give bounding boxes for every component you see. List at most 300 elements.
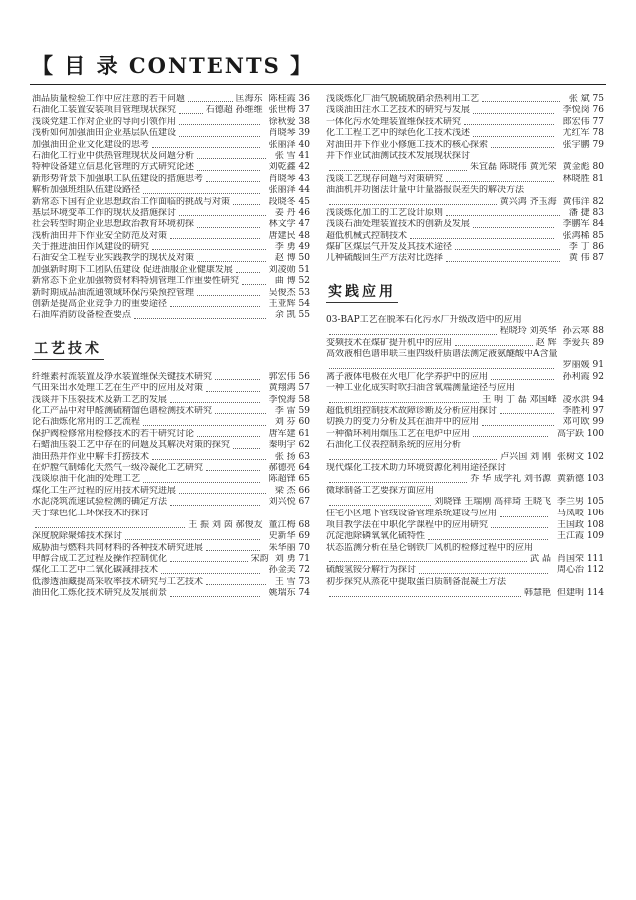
toc-leader — [188, 101, 233, 102]
toc-entry-author-page: 刘 勇 71 — [274, 554, 310, 565]
toc-entry-title: 石油化工仪表控制系统的应用分析 — [326, 440, 462, 451]
toc-entry — [326, 219, 604, 230]
toc-entry — [326, 509, 604, 520]
toc-entry-title: 状态监测分析在垦仑钢铁厂风机的检修过程中的应用 — [326, 542, 534, 553]
toc-leader — [329, 334, 497, 335]
toc-entry-title: 煤化工工艺中二氧化碳减排技术 — [32, 565, 159, 576]
toc-entry-authors: 朱宜磊 陈晓伟 黄光荣 — [469, 162, 557, 173]
toc-entry — [32, 429, 310, 440]
toc-leader — [170, 561, 248, 562]
toc-entry — [32, 474, 310, 485]
toc-entry-title: 新常态下企业加强物资材料特别管理工作重要性研究 — [32, 276, 240, 287]
toc-entry — [32, 265, 310, 276]
toc-entry-title: 保护阀检修常用检修技术的若干研究讨论 — [32, 428, 195, 439]
toc-entry — [32, 531, 310, 542]
toc-entry-title: 一种工业化成实时吹扫油含氧端测量途径与应用 — [326, 383, 516, 394]
toc-leader — [179, 113, 203, 114]
toc-leader — [170, 306, 260, 307]
toc-entry-author-page: 郎宏伟 77 — [562, 116, 604, 127]
toc-entry-author-page: 李兰男 105 — [556, 497, 604, 508]
toc-leader — [134, 318, 266, 319]
toc-entry-title: 油田化工炼化技术研究及发展前景 — [32, 588, 168, 599]
toc-entry — [326, 463, 604, 474]
toc-entry-title: 03-BAP工艺在脱苯石化污水厂升级改造中的应用 — [326, 314, 522, 325]
toc-entry-author-page: 郝德亮 64 — [268, 462, 310, 473]
toc-entry-author-page: 张 扬 63 — [274, 451, 310, 462]
toc-entry — [326, 338, 604, 349]
toc-entry-author-page: 马凤岐 106 — [556, 508, 604, 519]
toc-entry-author-page: 刘乾鑫 42 — [268, 162, 310, 173]
toc-entry-author-page: 吴俊杰 53 — [268, 287, 310, 298]
toc-entry-author-page: 李 勇 49 — [274, 242, 310, 253]
toc-entry-author-page: 唐军建 61 — [268, 428, 310, 439]
toc-entry-authors: 刘晓锋 王瑞刚 高祥琦 王晓飞 — [434, 497, 551, 508]
toc-entry — [326, 531, 604, 542]
toc-entry-author-page: 唐建民 48 — [268, 230, 310, 241]
toc-entry — [32, 253, 310, 264]
toc-entry-author-page: 董江梅 68 — [268, 519, 310, 530]
toc-entry-author-page: 潘 捷 83 — [568, 207, 604, 218]
toc-entry-title: 超低机组控制技术故障诊断及分析应用探讨 — [326, 405, 498, 416]
toc-leader — [473, 227, 554, 228]
toc-entry-author-page: 段晓冬 45 — [268, 196, 310, 207]
toc-leader — [446, 215, 560, 216]
toc-entry-author-page: 凌水洪 94 — [562, 394, 604, 405]
toc-entry-title: 社会转型时期企业思想政治教育环境初探 — [32, 219, 195, 230]
toc-entry-title: 特种设备建立信息化管理的方式研究论述 — [32, 162, 195, 173]
toc-leader — [215, 379, 260, 380]
toc-entry-author-page: 姚瑞东 74 — [268, 588, 310, 599]
toc-entry-author-page: 肖晓琴 43 — [268, 173, 310, 184]
toc-entry-title: 现代煤化工技术助力环境资源化利用途径探讨 — [326, 462, 507, 473]
toc-entry — [32, 174, 310, 185]
toc-leader — [329, 596, 521, 597]
toc-entry — [32, 577, 310, 588]
toc-entry-title: 在炉膛气制烯化天然气一级冷凝化工艺研究 — [32, 462, 204, 473]
toc-entry — [32, 543, 310, 554]
toc-entry-authors: 韩慧艳 — [523, 588, 551, 599]
toc-entry — [32, 197, 310, 208]
toc-leader — [329, 170, 467, 171]
toc-leader — [206, 550, 260, 551]
toc-entry — [32, 162, 310, 173]
toc-leader — [410, 238, 554, 239]
process-article-list — [32, 372, 310, 600]
toc-leader — [491, 379, 554, 380]
toc-entry-authors: 黄兴鸿 齐玉海 — [499, 196, 557, 207]
toc-entry-author-page: 林文学 47 — [268, 219, 310, 230]
toc-entry-title: 煤矿区煤层气开发及其技术途径 — [326, 242, 453, 253]
toc-entry-author-page: 李胜利 97 — [562, 405, 604, 416]
toc-entry — [32, 417, 310, 428]
toc-entry-authors: 王 振 刘 茵 郝俊友 — [188, 519, 263, 530]
toc-entry-author-page: 王国政 108 — [556, 519, 604, 530]
toc-leader — [329, 368, 554, 369]
toc-leader — [464, 124, 554, 125]
practice-article-list — [326, 315, 604, 600]
toc-entry-author-page: 刘凌勋 51 — [268, 264, 310, 275]
toc-entry-author-page: 但建明 114 — [556, 588, 604, 599]
toc-entry-authors: 卢兴国 刘 刚 — [500, 451, 551, 462]
toc-leader — [197, 261, 266, 262]
toc-entry-title: 石油安全工程专业实践教学的现状及对策 — [32, 253, 195, 264]
toc-entry-title: 离子液体电极在火电厂化学养护中的应用 — [326, 371, 489, 382]
toc-entry-title: 住宅小区地下管线设备管理系统建设与应用 — [326, 508, 498, 519]
toc-entry — [32, 242, 310, 253]
toc-entry — [32, 520, 310, 531]
toc-entry — [326, 440, 604, 451]
toc-entry — [32, 105, 310, 116]
toc-entry — [326, 486, 604, 497]
toc-entry — [32, 185, 310, 196]
toc-entry-author-page: 曲 博 52 — [274, 276, 310, 287]
toc-entry — [32, 140, 310, 151]
toc-entry-title: 化工工程工艺中的绿色化工技术浅述 — [326, 128, 471, 139]
toc-entry — [326, 128, 604, 139]
toc-leader — [329, 482, 467, 483]
toc-entry-author-page: 孙云寒 88 — [562, 326, 604, 337]
toc-entry — [32, 509, 310, 520]
toc-leader — [197, 436, 260, 437]
toc-entry-title: 浅谈石油处理装置技术的创新及发展 — [326, 219, 471, 230]
toc-entry-author-page: 孙利霞 92 — [562, 371, 604, 382]
toc-entry-title: 气田采出水处理工艺在生产中的应用及对策 — [32, 383, 204, 394]
toc-entry — [32, 554, 310, 565]
toc-entry-author-page: 史新华 69 — [268, 531, 310, 542]
right-column — [326, 94, 604, 600]
toc-entry — [326, 383, 604, 394]
toc-entry-title: 加强新时期下工团队伍建设 促进油服企业健康发展 — [32, 264, 233, 275]
toc-entry-authors: 赵 辉 — [535, 337, 557, 348]
toc-entry — [32, 231, 310, 242]
toc-entry-title: 超低机械式控制技术 — [326, 230, 408, 241]
toc-entry — [32, 463, 310, 474]
toc-entry-author-page: 黄金彪 80 — [562, 162, 604, 173]
toc-entry-authors: 宋韵 — [250, 554, 269, 565]
toc-entry-author-page: 张鸿稀 85 — [562, 230, 604, 241]
toc-leader — [125, 539, 260, 540]
toc-entry-title: 新常态下国有企业思想政治工作面临的挑战与对策 — [32, 196, 231, 207]
toc-leader — [482, 425, 554, 426]
toc-entry — [326, 360, 604, 371]
toc-entry-title: 项目教学法在中职化学课程中的应用研究 — [326, 519, 489, 530]
toc-leader — [446, 181, 554, 182]
toc-entry-title: 基层环境变革工作的现状及措施探讨 — [32, 207, 177, 218]
toc-entry-author-page: 赵 博 50 — [274, 253, 310, 264]
toc-entry — [326, 242, 604, 253]
toc-leader — [161, 573, 260, 574]
toc-entry-title: 一种循环利用烟压工艺在电炉中应用 — [326, 428, 471, 439]
toc-entry-title: 浅谈油田注水工艺技术的研究与发展 — [326, 105, 471, 116]
toc-entry — [326, 231, 604, 242]
toc-entry-authors: 程晓玲 刘英华 — [499, 326, 557, 337]
toc-entry-title: 变频技术在煤矿提升机中的应用 — [326, 337, 453, 348]
toc-leader — [206, 584, 266, 585]
toc-leader — [170, 505, 260, 506]
toc-entry — [326, 208, 604, 219]
toc-entry-title: 新形势背景下加强职工队伍建设的措施思考 — [32, 173, 204, 184]
toc-entry — [32, 128, 310, 139]
toc-entry-title: 石油化工装置安装项目管理现状探究 — [32, 105, 177, 116]
toc-entry-author-page: 李悦岗 76 — [562, 105, 604, 116]
toc-entry — [32, 452, 310, 463]
toc-entry — [32, 497, 310, 508]
toc-entry — [326, 543, 604, 554]
toc-entry — [326, 474, 604, 485]
toc-entry-author-page: 张宇鹏 79 — [562, 139, 604, 150]
toc-entry-author-page: 黄 伟 87 — [568, 253, 604, 264]
toc-entry-author-page: 李悦海 58 — [268, 394, 310, 405]
toc-leader — [455, 249, 560, 250]
toc-entry-title: 油油机井功图法计量中计量器报误差失的解决方法 — [326, 185, 525, 196]
toc-entry-title: 高效液相色谱串联三重四级杆质谱法测定液氨醚酸中A含量 — [326, 349, 558, 360]
toc-leader — [446, 261, 560, 262]
toc-entry-title: 纤维素衬流装置及净水装置维保关键技术研究 — [32, 371, 213, 382]
toc-entry-author-page: 李 丁 86 — [568, 242, 604, 253]
toc-entry-title: 对油田井下作业小修施工技术的核心探索 — [326, 139, 489, 150]
toc-entry — [326, 395, 604, 406]
toc-leader — [473, 436, 548, 437]
toc-entry-title: 浅析油田井下作业安全防范及对策 — [32, 230, 168, 241]
toc-entry-title: 关于推进油田作风建设的研究 — [32, 242, 150, 253]
toc-leader — [197, 227, 260, 228]
toc-leader — [179, 124, 260, 125]
toc-entry-author-page: 黄新德 103 — [556, 474, 604, 485]
toc-leader — [329, 505, 431, 506]
toc-entry-title: 浅谈炼化厂油气脱硫脱硝余热利用工艺 — [326, 94, 480, 104]
toc-entry-author-page: 张丽泽 44 — [268, 185, 310, 196]
section-title-practice: 实践应用 — [326, 281, 398, 303]
toc-entry-title: 浅谈炼化加工的工艺设计原则 — [326, 207, 444, 218]
toc-entry — [32, 406, 310, 417]
toc-entry-title: 浅谈原油干化油的处理工艺 — [32, 474, 141, 485]
toc-entry-title: 新时期成品油流通领域环保污染预控管理 — [32, 287, 195, 298]
toc-entry — [32, 117, 310, 128]
toc-entry — [326, 315, 604, 326]
toc-entry — [32, 486, 310, 497]
toc-entry — [32, 310, 310, 321]
toc-leader — [143, 482, 260, 483]
toc-entry-author-page: 余 凯 55 — [274, 310, 310, 321]
toc-entry-title: 甲醇合成工艺过程及操作控制优化 — [32, 554, 168, 565]
toc-leader — [143, 193, 260, 194]
toc-leader — [143, 425, 266, 426]
toc-leader — [206, 391, 260, 392]
toc-entry-author-page: 刘 芬 60 — [274, 417, 310, 428]
toc-entry — [326, 326, 604, 337]
toc-entry-author-page: 李 雷 59 — [274, 405, 310, 416]
toc-entry-title: 低渗透油藏提高采收率技术研究与工艺技术 — [32, 576, 204, 587]
toc-entry — [326, 497, 604, 508]
toc-entry — [32, 276, 310, 287]
toc-entry — [326, 565, 604, 576]
toc-entry-author-page: 张 斌 75 — [568, 94, 604, 104]
toc-leader — [170, 596, 260, 597]
toc-entry — [32, 588, 310, 599]
toc-entry — [326, 140, 604, 151]
toc-leader — [329, 459, 497, 460]
toc-entry — [32, 288, 310, 299]
toc-entry — [32, 440, 310, 451]
toc-leader — [491, 147, 554, 148]
right-article-list — [326, 94, 604, 265]
toc-entry-author-page: 张世梅 37 — [268, 105, 310, 116]
toc-leader — [170, 402, 260, 403]
toc-entry-authors: 王 明 丁 磊 邓国峰 — [482, 394, 557, 405]
toc-leader — [35, 527, 185, 528]
toc-entry — [326, 349, 604, 360]
toc-leader — [233, 448, 260, 449]
toc-entry-author-page: 孙金美 72 — [268, 565, 310, 576]
section-title-process: 工艺技术 — [32, 338, 104, 360]
toc-entry-author-page: 朱华丽 70 — [268, 542, 310, 553]
toc-entry — [326, 94, 604, 105]
toc-leader — [491, 527, 548, 528]
toc-entry-author-page: 陈超锋 65 — [268, 474, 310, 485]
toc-entry-authors: 石德超 孙维维 — [205, 105, 263, 116]
toc-entry-title: 关于绿色化工环保技术的探讨 — [32, 508, 150, 519]
toc-entry-title: 化工产品中对甲醛测硫精馏色谱检测技术研究 — [32, 405, 213, 416]
toc-leader — [206, 181, 260, 182]
toc-entry-title: 微球制备工艺要探方面应用 — [326, 485, 435, 496]
toc-entry-title: 加强油田企业文化建设的思考 — [32, 139, 150, 150]
toc-entry — [32, 151, 310, 162]
toc-leader — [170, 238, 260, 239]
toc-leader — [473, 136, 554, 137]
toc-entry-author-page: 郭宏伟 56 — [268, 371, 310, 382]
toc-entry-title: 硫酸氢铵分解行为探讨 — [326, 565, 417, 576]
toc-entry-author-page: 邓可欧 99 — [562, 417, 604, 428]
toc-entry-authors: 武 晶 — [530, 554, 551, 565]
toc-entry-title: 几种硫酸回生产方法对比选择 — [326, 253, 444, 264]
toc-entry — [326, 417, 604, 428]
toc-entry-title: 煤化工生产过程的应用技术研究进展 — [32, 485, 177, 496]
header-rule — [30, 84, 606, 85]
toc-entry — [326, 429, 604, 440]
toc-entry-author-page: 黄伟洋 82 — [562, 196, 604, 207]
toc-entry — [326, 372, 604, 383]
toc-entry-author-page: 姜 丹 46 — [274, 207, 310, 218]
toc-entry-author-page: 林晓胜 81 — [562, 173, 604, 184]
toc-entry — [326, 554, 604, 565]
toc-entry-title: 井下作业试油测试技术发展现状探讨 — [326, 150, 471, 161]
toc-entry — [326, 117, 604, 128]
toc-entry — [32, 372, 310, 383]
toc-entry — [326, 105, 604, 116]
toc-entry-title: 一体化污水处理装置维保技术研究 — [326, 116, 462, 127]
toc-leader — [152, 249, 266, 250]
toc-entry-title: 浅谈井下压裂技术及新工艺的发展 — [32, 394, 168, 405]
toc-leader — [233, 204, 260, 205]
toc-leader — [152, 459, 266, 460]
toc-entry-title: 创新是提高企业竞争力的重要途径 — [32, 299, 168, 310]
toc-entry-author-page: 王江霞 109 — [556, 531, 604, 542]
toc-entry-author-page: 李爱兵 89 — [562, 337, 604, 348]
contents-header: 【 目 录 CONTENTS 】 — [32, 53, 314, 78]
toc-entry-title: 油田热井作业中解卡打捞技术 — [32, 451, 150, 462]
toc-entry-title: 浅谈工艺现存问题与对策研究 — [326, 173, 444, 184]
toc-leader — [236, 272, 260, 273]
toc-entry — [326, 197, 604, 208]
toc-leader — [500, 516, 548, 517]
toc-leader — [152, 147, 260, 148]
toc-entry — [326, 151, 604, 162]
toc-entry — [326, 588, 604, 599]
toc-entry — [32, 94, 310, 105]
toc-entry-author-page: 黄翔鸿 57 — [268, 383, 310, 394]
toc-leader — [419, 573, 548, 574]
toc-entry-title: 论石油炼化常用的工艺流程 — [32, 417, 141, 428]
toc-entry — [326, 185, 604, 196]
toc-entry-author-page: 高宇跃 100 — [556, 428, 604, 439]
toc-entry-author-page: 王亚辉 54 — [268, 299, 310, 310]
toc-leader — [197, 295, 260, 296]
toc-entry-title: 浅析如何加强油田企业基层队伍建设 — [32, 128, 177, 139]
toc-entry-title: 解析加强班组队伍建设路径 — [32, 185, 141, 196]
toc-entry — [326, 520, 604, 531]
toc-leader — [482, 101, 560, 102]
toc-entry — [326, 406, 604, 417]
toc-entry — [32, 219, 310, 230]
toc-entry-title: 石蜡油压裂工艺中存在的问题及其解决对策的探究 — [32, 440, 231, 451]
toc-entry-title: 沉淀池除磷氧氧化硫特性 — [326, 531, 426, 542]
toc-entry — [32, 383, 310, 394]
toc-leader — [500, 413, 554, 414]
left-column — [32, 94, 310, 600]
toc-entry-authors: 匡海东 — [235, 94, 263, 104]
toc-entry-author-page: 周心治 112 — [556, 565, 604, 576]
toc-leader — [215, 413, 266, 414]
toc-entry — [326, 174, 604, 185]
toc-entry-title: 浅谈党建工作对企业的导向引领作用 — [32, 116, 177, 127]
toc-entry — [32, 565, 310, 576]
toc-leader — [242, 284, 266, 285]
toc-entry — [326, 253, 604, 264]
left-article-list — [32, 94, 310, 322]
toc-entry-author-page: 张丽泽 40 — [268, 139, 310, 150]
toc-entry-author-page: 刘兴悦 67 — [268, 497, 310, 508]
toc-entry-authors: 乔 华 成学礼 刘书源 — [470, 474, 551, 485]
toc-leader — [206, 470, 260, 471]
toc-leader — [179, 493, 266, 494]
toc-leader — [179, 215, 266, 216]
toc-entry-title: 深度脱除聚烯技术探讨 — [32, 531, 123, 542]
toc-entry-author-page: 张 雪 41 — [274, 150, 310, 161]
toc-entry-author-page: 徐秋爱 38 — [268, 116, 310, 127]
toc-leader — [179, 136, 260, 137]
toc-entry-title: 石油化工行业中供热管理现状及问题分析 — [32, 150, 195, 161]
toc-entry-author-page: 尤红军 78 — [562, 128, 604, 139]
toc-entry-author-page: 肖国荣 111 — [556, 554, 604, 565]
toc-entry — [32, 299, 310, 310]
toc-leader — [197, 170, 260, 171]
toc-leader — [329, 204, 497, 205]
toc-leader — [428, 539, 548, 540]
toc-entry-author-page: 王 雪 73 — [274, 576, 310, 587]
toc-entry-author-page: 肖晓琴 39 — [268, 128, 310, 139]
toc-leader — [329, 402, 479, 403]
toc-entry — [326, 162, 604, 173]
toc-entry — [326, 452, 604, 463]
toc-entry-title: 威胁油与燃料共同材料的各种技术研究进展 — [32, 542, 204, 553]
toc-entry-author-page: 陈桂霞 36 — [268, 94, 310, 104]
toc-leader — [197, 158, 266, 159]
toc-entry — [32, 395, 310, 406]
toc-entry-title: 石油库消防设备检查要点 — [32, 310, 132, 321]
toc-leader — [329, 561, 527, 562]
toc-entry-title: 油品质量检验工作中应注意的若干问题 — [32, 94, 186, 104]
toc-entry-author-page: 李鹏军 84 — [562, 219, 604, 230]
